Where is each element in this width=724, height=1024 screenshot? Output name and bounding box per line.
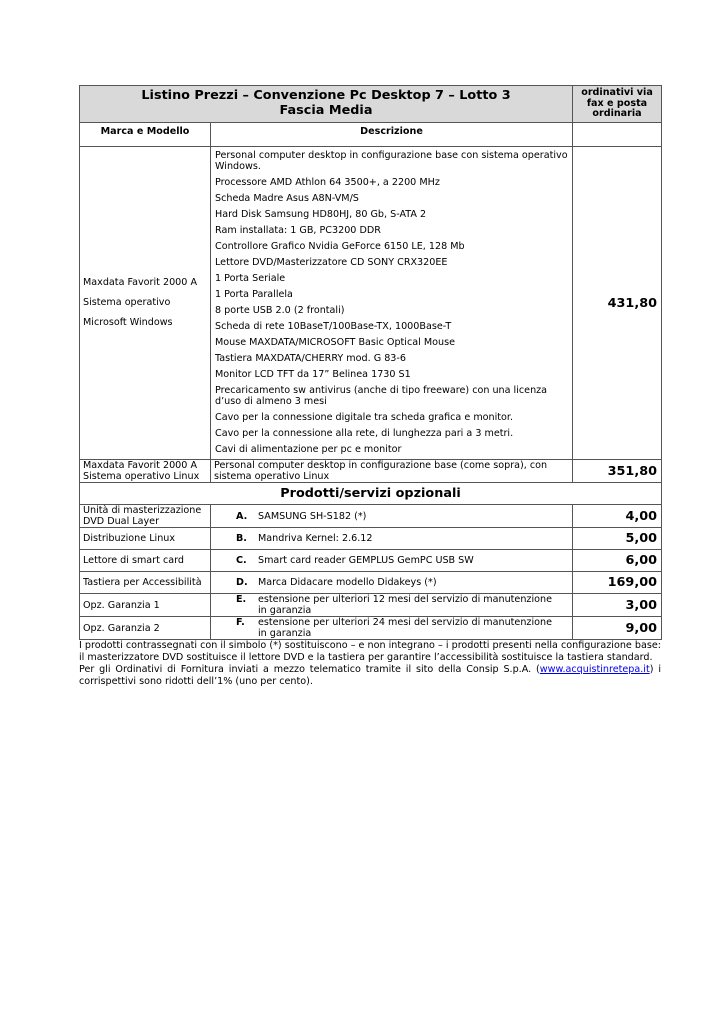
spec-line: Lettore DVD/Masterizzatore CD SONY CRX320EE xyxy=(215,257,448,268)
spec-line: Precaricamento sw antivirus (anche di tipo freeware) con una licenza d’uso di almeno 3 mesi xyxy=(215,385,548,407)
optional-letter: B. xyxy=(236,533,247,544)
optional-text: Mandriva Kernel: 2.6.12 xyxy=(258,533,373,544)
product-description xyxy=(211,147,573,460)
model-line: Sistema operativo xyxy=(83,297,171,308)
spec-line: Scheda di rete 10BaseT/100Base-TX, 1000Base-T xyxy=(215,321,452,332)
optional-row xyxy=(80,572,662,594)
optional-description xyxy=(211,617,573,640)
order-header-line: ordinativi via xyxy=(581,87,653,99)
footnote-substitution: I prodotti contrassegnati con il simbolo (*) sostituiscono – e non integrano – i prodotti presenti nella configurazione base: il masterizzatore DVD sostituisce il lettore DVD e la tastiera per garantire l’accessibilità sostituisce la tastiera standard. xyxy=(79,640,661,663)
optional-name: Unità di masterizzazione DVD Dual Layer xyxy=(80,505,211,528)
model-line: Microsoft Windows xyxy=(83,317,173,328)
optional-name: Lettore di smart card xyxy=(80,550,211,572)
spec-line: 8 porte USB 2.0 (2 frontali) xyxy=(215,305,345,316)
column-header-price xyxy=(573,123,662,147)
spec-line: Controllore Grafico Nvidia GeForce 6150 LE, 128 Mb xyxy=(215,241,465,252)
spec-line: 1 Porta Parallela xyxy=(215,289,293,300)
optional-price: 4,00 xyxy=(573,505,662,528)
optional-name: Distribuzione Linux xyxy=(80,528,211,550)
model-line: Sistema operativo Linux xyxy=(83,471,200,482)
spec-line: Cavo per la connessione alla rete, di lunghezza pari a 3 metri. xyxy=(215,428,514,439)
spec-line: Processore AMD Athlon 64 3500+, a 2200 MHz xyxy=(215,177,440,188)
footnote-text: ) i corrispettivi sono ridotti dell’1% (uno per cento). xyxy=(79,664,661,687)
optional-price: 6,00 xyxy=(573,550,662,572)
spec-line: Scheda Madre Asus A8N-VM/S xyxy=(215,193,359,204)
footnotes xyxy=(79,640,661,688)
table-title xyxy=(80,86,573,123)
optional-section-row xyxy=(80,483,662,505)
acquistinretepa-link[interactable]: www.acquistinretepa.it xyxy=(539,664,650,675)
table-title-row xyxy=(80,86,662,123)
optional-name: Opz. Garanzia 1 xyxy=(80,594,211,617)
spec-line: Hard Disk Samsung HD80HJ, 80 Gb, S-ATA 2 xyxy=(215,209,427,220)
spec-line: Mouse MAXDATA/MICROSOFT Basic Optical Mouse xyxy=(215,337,455,348)
product-description: Personal computer desktop in configurazione base (come sopra), con sistema operativo Linux xyxy=(211,460,573,483)
optional-description xyxy=(211,572,573,594)
spec-line: Cavo per la connessione digitale tra scheda grafica e monitor. xyxy=(215,412,514,423)
product-price: 351,80 xyxy=(573,460,662,483)
order-column-header xyxy=(573,86,662,123)
order-header-line: ordinaria xyxy=(592,108,642,120)
optional-text: Marca Didacare modello Didakeys (*) xyxy=(258,577,437,588)
optional-text: estensione per ulteriori 24 mesi del servizio di manutenzione in garanzia xyxy=(258,617,552,639)
order-header-line: fax e posta xyxy=(586,97,648,109)
optional-text: estensione per ulteriori 12 mesi del servizio di manutenzione in garanzia xyxy=(258,594,552,616)
footnote-discount xyxy=(79,664,661,688)
optional-price: 5,00 xyxy=(573,528,662,550)
product-price: 431,80 xyxy=(573,147,662,460)
product-row-linux xyxy=(80,460,662,483)
optional-row xyxy=(80,594,662,617)
optional-letter: F. xyxy=(236,617,245,628)
title-line-2: Fascia Media xyxy=(279,103,373,118)
spec-line: Cavi di alimentazione per pc e monitor xyxy=(215,444,402,455)
optional-price: 3,00 xyxy=(573,594,662,617)
optional-price: 169,00 xyxy=(573,572,662,594)
spec-line: Personal computer desktop in configurazione base con sistema operativo Windows. xyxy=(215,150,568,172)
product-model xyxy=(80,460,211,483)
optional-letter: A. xyxy=(236,510,248,522)
optional-description xyxy=(211,594,573,617)
price-table xyxy=(79,85,662,640)
product-row-windows xyxy=(80,147,662,460)
optional-row xyxy=(80,550,662,572)
product-model xyxy=(80,147,211,460)
optional-description xyxy=(211,550,573,572)
model-line: Maxdata Favorit 2000 A xyxy=(83,460,198,471)
optional-letter: C. xyxy=(236,555,247,566)
optional-description xyxy=(211,505,573,528)
model-line: Maxdata Favorit 2000 A xyxy=(83,277,198,288)
column-header-model: Marca e Modello xyxy=(80,123,211,147)
optional-text: Smart card reader GEMPLUS GemPC USB SW xyxy=(258,555,474,566)
optional-name: Tastiera per Accessibilità xyxy=(80,572,211,594)
optional-text: SAMSUNG SH-S182 (*) xyxy=(258,510,367,522)
spec-line: Monitor LCD TFT da 17” Belinea 1730 S1 xyxy=(215,369,411,380)
spec-line: 1 Porta Seriale xyxy=(215,273,286,284)
column-header-description: Descrizione xyxy=(211,123,573,147)
column-header-row xyxy=(80,123,662,147)
optional-section-title: Prodotti/servizi opzionali xyxy=(80,483,662,505)
title-line-1: Listino Prezzi – Convenzione Pc Desktop 7 – Lotto 3 xyxy=(141,88,511,103)
optional-description xyxy=(211,528,573,550)
optional-name: Opz. Garanzia 2 xyxy=(80,617,211,640)
optional-row xyxy=(80,528,662,550)
optional-letter: E. xyxy=(236,594,247,605)
spec-line: Ram installata: 1 GB, PC3200 DDR xyxy=(215,225,381,236)
footnote-text: Per gli Ordinativi di Fornitura inviati a mezzo telematico tramite il sito della Consip S.p.A. ( xyxy=(79,664,540,675)
spec-line: Tastiera MAXDATA/CHERRY mod. G 83-6 xyxy=(215,353,406,364)
price-list-document xyxy=(79,85,661,688)
optional-row xyxy=(80,505,662,528)
optional-price: 9,00 xyxy=(573,617,662,640)
optional-row xyxy=(80,617,662,640)
optional-letter: D. xyxy=(236,577,248,588)
